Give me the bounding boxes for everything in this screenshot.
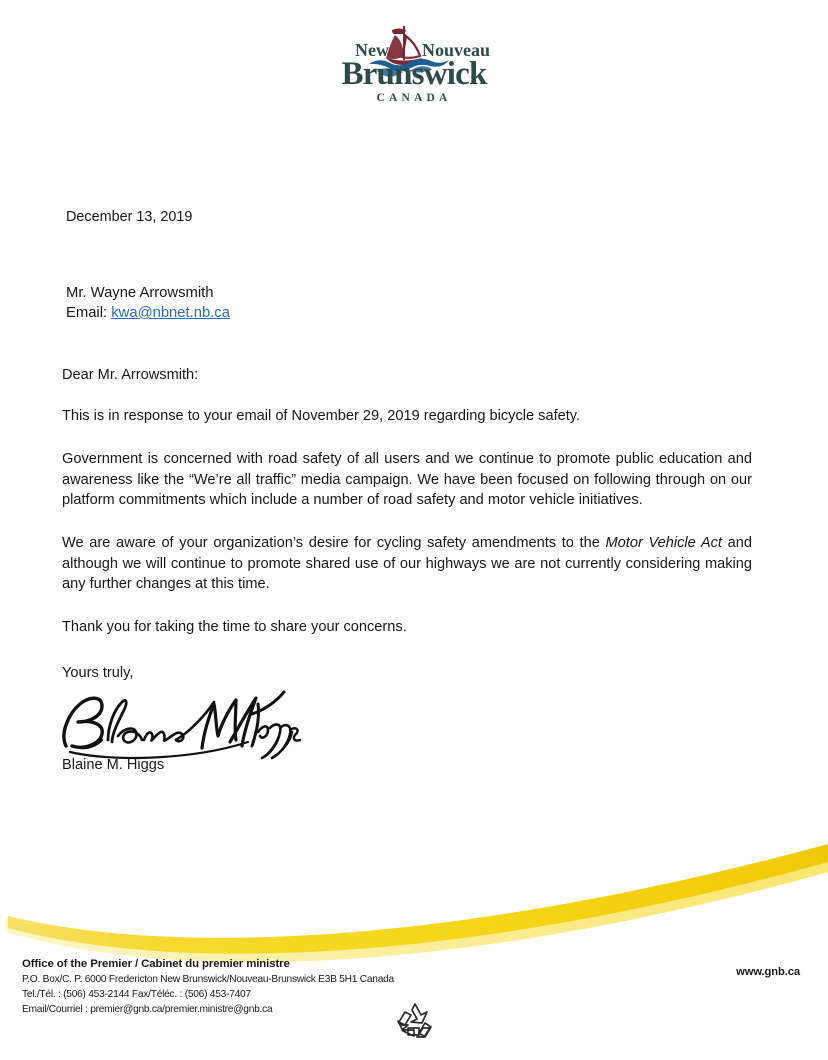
logo-text-brunswick: Brunswick xyxy=(341,56,487,92)
footer-contact-block xyxy=(22,958,542,1017)
paragraph-3-text-after: and although we will continue to promote shared use of our highways we are not currently considering making any further changes at this time. xyxy=(62,535,752,593)
recipient-name: Mr. Wayne Arrowsmith xyxy=(66,285,214,301)
recycle-icon xyxy=(394,1000,436,1040)
signer-name: Blaine M. Higgs xyxy=(62,757,165,774)
paragraph-3 xyxy=(62,533,752,595)
yellow-swoosh-graphic xyxy=(0,838,828,964)
letter-date: December 13, 2019 xyxy=(66,209,193,225)
paragraph-2: Government is concerned with road safety of all users and we continue to promote public education and awareness like the “We’re all traffic” media campaign. We have been focused on following through on our platform commitments which include a number of road safety and motor vehicle initiatives. xyxy=(62,450,752,509)
logo-text-nouveau: Nouveau xyxy=(422,40,491,60)
footer-phone: Tel./Tél. : (506) 453-2144 Fax/Téléc. : (506) 453-7407 xyxy=(22,988,251,1000)
footer-website[interactable]: www.gnb.ca xyxy=(736,966,800,978)
signature-block xyxy=(62,682,752,778)
footer-address: P.O. Box/C. P. 6000 Fredericton New Brunswick/Nouveau-Brunswick E3B 5H1 Canada xyxy=(22,974,394,985)
recipient-email-row xyxy=(66,304,752,324)
paragraph-4: Thank you for taking the time to share your concerns. xyxy=(62,619,407,636)
statute-name-motor-vehicle-act: Motor Vehicle Act xyxy=(605,535,722,552)
paragraph-1: This is in response to your email of November 29, 2019 regarding bicycle safety. xyxy=(62,408,581,425)
letter-body xyxy=(62,208,752,778)
footer-office-title: Office of the Premier / Cabinet du premier ministre xyxy=(22,958,290,970)
footer-email: Email/Courriel : premier@gnb.ca/premier.ministre@gnb.ca xyxy=(22,1003,273,1015)
salutation: Dear Mr. Arrowsmith: xyxy=(62,366,199,383)
logo-text-canada: CANADA xyxy=(376,92,452,104)
email-label: Email: xyxy=(66,304,108,321)
handwritten-signature-blaine-higgs xyxy=(52,684,302,762)
letterhead xyxy=(0,22,828,117)
logo-svg xyxy=(314,22,514,112)
recipient-block xyxy=(66,284,752,324)
recipient-email-link[interactable]: kwa@nbnet.nb.ca xyxy=(111,304,230,321)
logo-text-new: New xyxy=(355,40,389,60)
closing-salutation: Yours truly, xyxy=(62,664,134,681)
paragraph-3-text-before: We are aware of your organization’s desire for cycling safety amendments to the xyxy=(62,535,606,552)
new-brunswick-canada-logo xyxy=(314,22,514,112)
